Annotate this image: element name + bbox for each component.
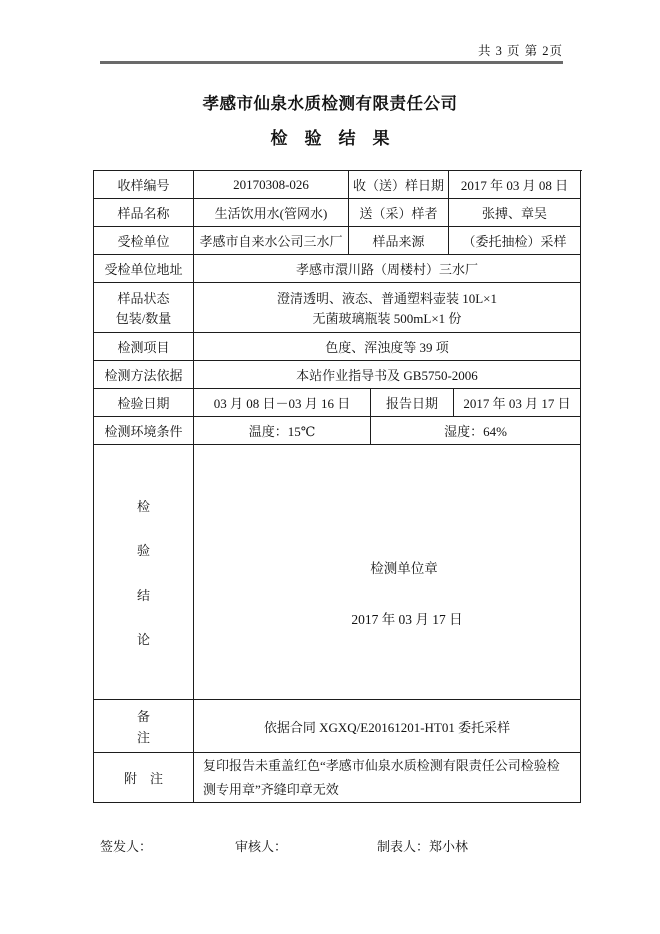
label-environment-conditions: 检测环境条件 bbox=[94, 417, 194, 445]
table-row-conclusion bbox=[94, 445, 582, 700]
table-row-sample-state-packaging bbox=[94, 283, 582, 333]
value-temperature: 温度：15℃ bbox=[194, 417, 371, 445]
issuer-signature-label: 签发人： bbox=[100, 839, 153, 854]
value-unit-address: 孝感市澴川路（周楼村）三水厂 bbox=[194, 255, 581, 283]
value-received-date: 2017 年 03 月 08 日 bbox=[449, 171, 581, 199]
header-rule bbox=[100, 61, 563, 64]
value-inspected-unit: 孝感市自来水公司三水厂 bbox=[194, 227, 349, 255]
company-name: 孝感市仙泉水质检测有限责任公司 bbox=[202, 94, 458, 113]
page-number: 共 3 页 第 2页 bbox=[477, 44, 563, 58]
table-row-unit-address bbox=[94, 255, 582, 283]
reviewer-signature-label: 审核人： bbox=[235, 839, 288, 854]
table-row-environment-conditions bbox=[94, 417, 582, 445]
table-row-sample-number bbox=[94, 171, 582, 199]
label-inspection-conclusion bbox=[94, 445, 194, 700]
value-sampler: 张搏、章吴 bbox=[449, 199, 581, 227]
label-sample-state: 样品状态 bbox=[117, 290, 170, 306]
value-sample-name: 生活饮用水(管网水) bbox=[194, 199, 349, 227]
table-row-note bbox=[94, 753, 582, 803]
label-sampler: 送（采）样者 bbox=[349, 199, 449, 227]
label-sample-name: 样品名称 bbox=[94, 199, 194, 227]
value-test-method: 本站作业指导书及 GB5750-2006 bbox=[194, 361, 581, 389]
value-note: 复印报告未重盖红色“孝感市仙泉水质检测有限责任公司检验检测专用章”齐缝印章无效 bbox=[194, 753, 581, 803]
label-sample-source: 样品来源 bbox=[349, 227, 449, 255]
value-sample-source: （委托抽检）采样 bbox=[449, 227, 581, 255]
remark-label-char-1: 备 bbox=[136, 708, 150, 724]
value-inspection-date: 03 月 08 日－03 月 16 日 bbox=[194, 389, 371, 417]
label-report-date: 报告日期 bbox=[371, 389, 454, 417]
value-inspection-conclusion bbox=[194, 445, 581, 700]
value-humidity: 湿度：64% bbox=[371, 417, 581, 445]
label-received-date: 收（送）样日期 bbox=[349, 171, 449, 199]
preparer-signature-label: 制表人：郑小林 bbox=[377, 839, 469, 854]
label-unit-address: 受检单位地址 bbox=[94, 255, 194, 283]
inspection-result-table bbox=[93, 170, 582, 803]
table-row-test-items bbox=[94, 333, 582, 361]
remark-label-char-2: 注 bbox=[136, 730, 150, 746]
value-report-date: 2017 年 03 月 17 日 bbox=[454, 389, 581, 417]
value-sample-state: 澄清透明、液态、普通塑料壶装 10L×1 bbox=[276, 290, 498, 306]
conclusion-char-2: 验 bbox=[136, 543, 150, 559]
label-test-items: 检测项目 bbox=[94, 333, 194, 361]
value-packaging-quantity: 无菌玻璃瓶装 500mL×1 份 bbox=[312, 311, 462, 327]
conclusion-char-1: 检 bbox=[136, 499, 150, 515]
label-inspected-unit: 受检单位 bbox=[94, 227, 194, 255]
table-row-test-method bbox=[94, 361, 582, 389]
table-row-inspected-unit bbox=[94, 227, 582, 255]
value-remark: 依据合同 XGXQ/E20161201-HT01 委托采样 bbox=[194, 700, 581, 753]
label-remark bbox=[94, 700, 194, 753]
label-inspection-date: 检验日期 bbox=[94, 389, 194, 417]
label-packaging-quantity: 包装/数量 bbox=[115, 311, 172, 327]
label-note: 附 注 bbox=[94, 753, 194, 803]
value-sample-state-packaging bbox=[194, 283, 581, 333]
conclusion-char-4: 论 bbox=[136, 631, 150, 647]
document-title: 检 验 结 果 bbox=[270, 129, 390, 148]
value-sample-number: 20170308-026 bbox=[194, 171, 349, 199]
label-sample-state-packaging bbox=[94, 283, 194, 333]
conclusion-date: 2017 年 03 月 17 日 bbox=[351, 612, 463, 627]
conclusion-char-3: 结 bbox=[136, 587, 150, 603]
label-sample-number: 收样编号 bbox=[94, 171, 194, 199]
label-test-method: 检测方法依据 bbox=[94, 361, 194, 389]
stamp-placeholder-text: 检测单位章 bbox=[370, 561, 438, 576]
value-test-items: 色度、浑浊度等 39 项 bbox=[194, 333, 581, 361]
table-row-inspection-date bbox=[94, 389, 582, 417]
table-row-remark bbox=[94, 700, 582, 753]
table-row-sample-name bbox=[94, 199, 582, 227]
